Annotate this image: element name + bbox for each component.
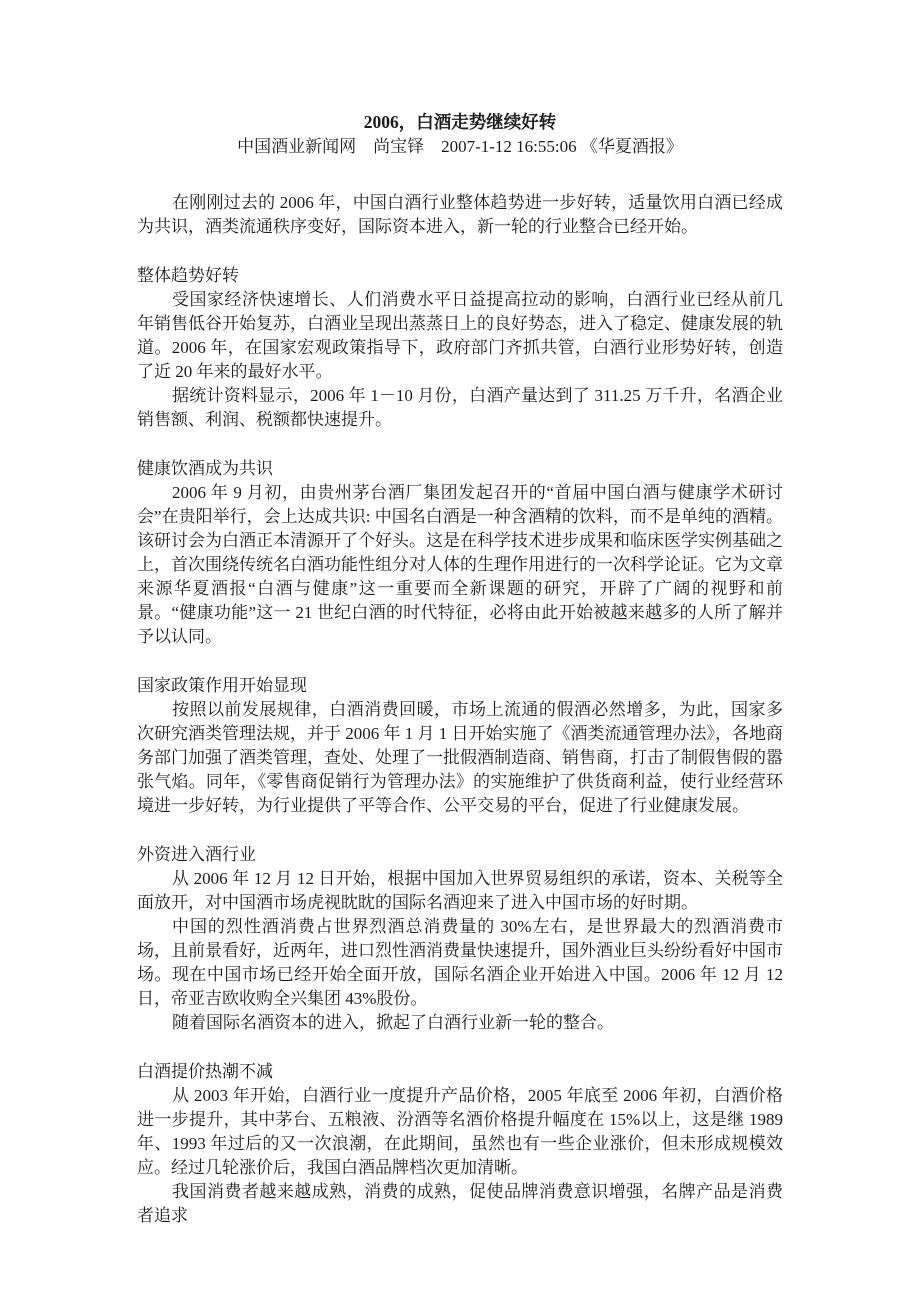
section-price-increase (137, 1060, 783, 1228)
section-heading: 国家政策作用开始显现 (137, 676, 307, 695)
section-heading: 外资进入酒行业 (137, 845, 256, 864)
paragraph: 受国家经济快速增长、人们消费水平日益提高拉动的影响，白酒行业已经从前几年销售低谷开始复苏，白酒业呈现出蒸蒸日上的良好势态，进入了稳定、健康发展的轨道。2006 年，在国家宏观政策指导下，政府部门齐抓共管，白酒行业形势好转，创造了近 20 年来的最好水平。 (137, 290, 783, 381)
paragraph: 中国的烈性酒消费占世界烈酒总消费量的 30%左右，是世界最大的烈酒消费市场，且前景看好，近两年，进口烈性酒消费量快速提升，国外酒业巨头纷纷看好中国市场。现在中国市场已经开始全面开放，国际名酒企业开始进入中国。2006 年 12 月 12 日，帝亚吉欧收购全兴集团 43%股份。 (137, 917, 783, 1008)
paragraph: 我国消费者越来越成熟，消费的成熟，促使品牌消费意识增强，名牌产品是消费者追求 (137, 1182, 783, 1225)
section-healthy-drinking (137, 457, 783, 649)
paragraph: 据统计资料显示，2006 年 1－10 月份，白酒产量达到了 311.25 万千升，名酒企业销售额、利润、税额都快速提升。 (137, 386, 783, 429)
section-national-policy (137, 674, 783, 818)
section-overall-trend (137, 264, 783, 432)
section-heading: 白酒提价热潮不减 (137, 1062, 273, 1081)
paragraph: 在刚刚过去的 2006 年，中国白酒行业整体趋势进一步好转，适量饮用白酒已经成为共识，酒类流通秩序变好，国际资本进入，新一轮的行业整合已经开始。 (137, 193, 783, 236)
page-title: 2006，白酒走势继续好转 (363, 112, 557, 132)
section-foreign-capital (137, 843, 783, 1035)
paragraph: 按照以前发展规律，白酒消费回暖，市场上流通的假酒必然增多，为此，国家多次研究酒类管理法规，并于 2006 年 1 月 1 日开始实施了《酒类流通管理办法》，各地商务部门加强了酒类管理，查处、处理了一批假酒制造商、销售商，打击了制假售假的嚣张气焰。同年，《零售商促销行为管理办法》的实施维护了供货商利益，使行业经营环境进一步好转，为行业提供了平等合作、公平交易的平台，促进了行业健康发展。 (137, 700, 783, 815)
paragraph: 从 2003 年开始，白酒行业一度提升产品价格，2005 年底至 2006 年初，白酒价格进一步提升，其中茅台、五粮液、汾酒等名酒价格提升幅度在 15%以上，这是继 1989 年、1993 年过后的又一次浪潮，在此期间，虽然也有一些企业涨价，但未形成规模效应。经过几轮涨价后，我国白酒品牌档次更加清晰。 (137, 1086, 783, 1177)
section-heading: 整体趋势好转 (137, 266, 239, 285)
section-heading: 健康饮酒成为共识 (137, 459, 273, 478)
paragraph: 2006 年 9 月初，由贵州茅台酒厂集团发起召开的“首届中国白酒与健康学术研讨会”在贵阳举行，会上达成共识: 中国名白酒是一种含酒精的饮料，而不是单纯的酒精。该研讨会为白酒正本清源开了个好头。这是在科学技术进步成果和临床医学实例基础之上，首次围绕传统名白酒功能性组分对人体的生理作用进行的一次科学论证。它为文章来源华夏酒报“白酒与健康”这一重要而全新课题的研究，开辟了广阔的视野和前景。“健康功能”这一 21 世纪白酒的时代特征，必将由此开始被越来越多的人所了解并予以认同。 (137, 483, 783, 646)
paragraph: 随着国际名酒资本的进入，掀起了白酒行业新一轮的整合。 (172, 1013, 614, 1032)
intro-block (137, 191, 783, 239)
paragraph: 从 2006 年 12 月 12 日开始，根据中国加入世界贸易组织的承诺，资本、关税等全面放开，对中国酒市场虎视眈眈的国际名酒迎来了进入中国市场的好时期。 (137, 869, 783, 912)
byline: 中国酒业新闻网 尚宝铎 2007-1-12 16:55:06 《华夏酒报》 (237, 137, 683, 156)
